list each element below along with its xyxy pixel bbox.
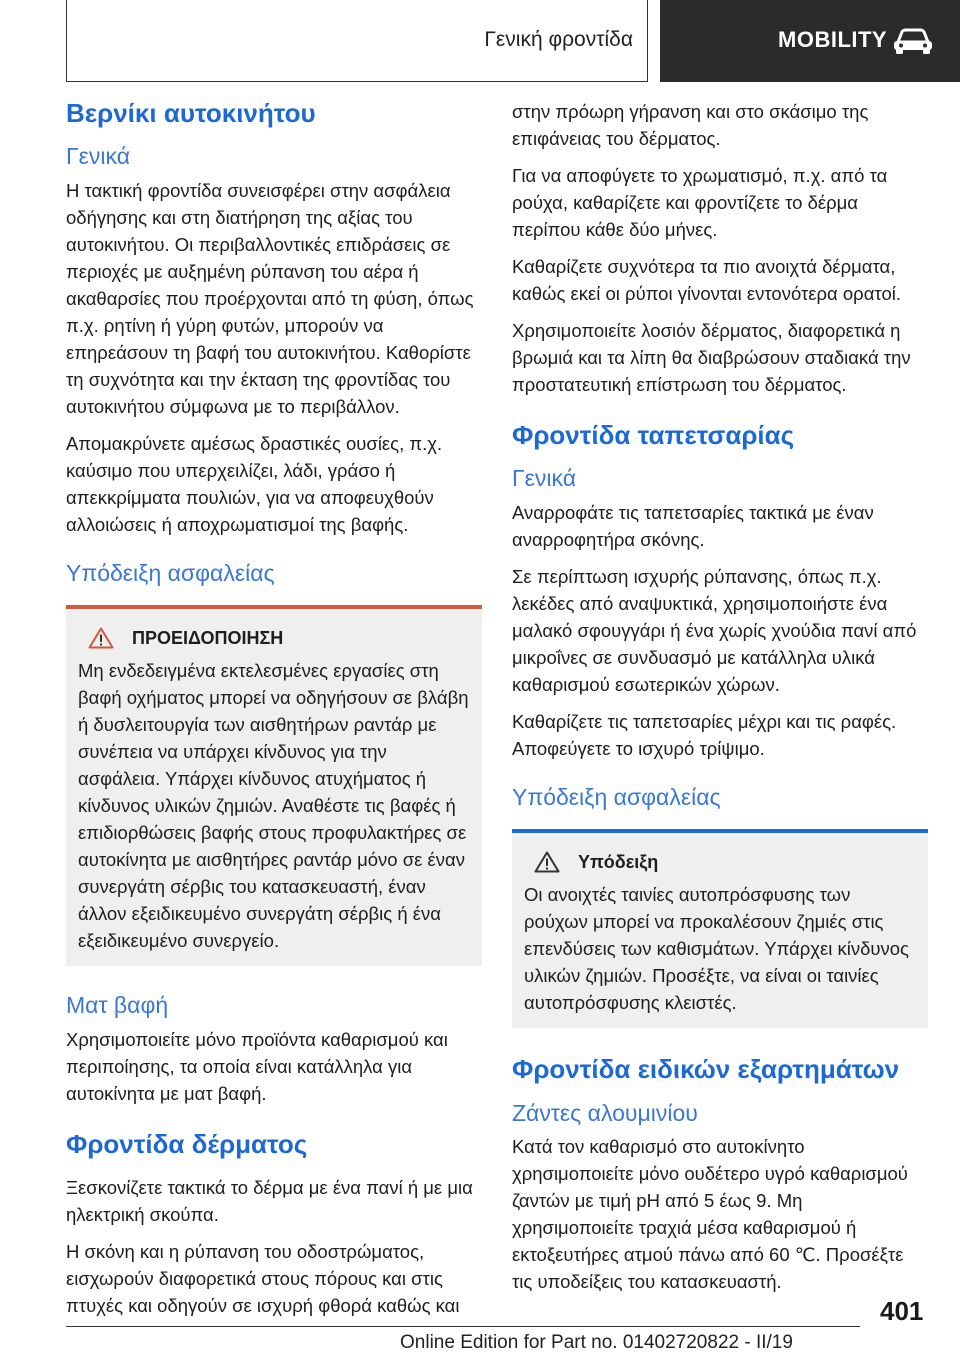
page-number: 401 — [880, 1296, 924, 1326]
right-column — [512, 98, 928, 1305]
subheading-safety: Υπόδειξη ασφαλείας — [512, 783, 721, 810]
footer-divider — [66, 1326, 860, 1327]
heading-paint: Βερνίκι αυτοκινήτου — [66, 98, 316, 128]
warning-triangle-icon — [534, 851, 560, 873]
header-tab — [66, 0, 648, 82]
paragraph: Σε περίπτωση ισχυρής ρύπανσης, όπως π.χ. λεκέδες από αναψυκτικά, χρησιμοποιήστε ένα μαλακό σφουγγάρι ή ένα χωρίς χνούδια πανί από μικροΐνες σε συνδυασμό με κατάλληλα υλικά καθαρισμού εσωτερικών χώρων. — [512, 565, 917, 695]
note-title: Υπόδειξη — [578, 851, 659, 872]
paragraph: Η τακτική φροντίδα συνεισφέρει στην ασφάλεια οδήγησης και στη διατήρηση της αξίας του αυτοκινήτου. Οι περιβαλλοντικές επιδράσεις σε περιοχές με αυξημένη ρύπανση του αέρα ή ακαθαρσίες που προέρχονται από τη φύση, όπως π.χ. ρητίνη ή γύρη φυτών, μπορούν να επηρεάσουν τη βαφή του αυτοκινήτου. Καθορίστε τη συχνότητα και την έκταση της φροντίδας του αυτοκινήτου σύμφωνα με το περιβάλλον. — [66, 179, 474, 417]
heading-upholstery: Φροντίδα ταπετσαρίας — [512, 420, 795, 450]
badge-label: MOBILITY — [778, 27, 888, 52]
paragraph: Καθαρίζετε συχνότερα τα πιο ανοιχτά δέρματα, καθώς εκεί οι ρύποι γίνονται εντονότερα ορατοί. — [512, 256, 901, 304]
paragraph: Χρησιμοποιείτε μόνο προϊόντα καθαρισμού και περιποίησης, τα οποία είναι κατάλληλα για αυτοκίνητα με ματ βαφή. — [66, 1028, 448, 1104]
note-text: Οι ανοιχτές ταινίες αυτοπρόσφυσης των ρούχων μπορεί να προκαλέσουν ζημιές στις επενδύσεις των καθισμάτων. Υπάρχει κίνδυνος υλικών ζημιών. Προσέξτε, να είναι οι ταινίες αυτοπρόσφυσης κλειστές. — [524, 884, 909, 1014]
subheading-rims: Ζάντες αλουμινίου — [512, 1099, 698, 1126]
paragraph: Ξεσκονίζετε τακτικά το δέρμα με ένα πανί ή με μια ηλεκτρική σκούπα. — [66, 1177, 473, 1226]
subheading-general: Γενικά — [66, 143, 131, 170]
paragraph: Καθαρίζετε τις ταπετσαρίες μέχρι και τις ραφές. Αποφεύγετε το ισχυρό τρίψιμο. — [512, 710, 897, 759]
paragraph: Χρησιμοποιείτε λοσιόν δέρματος, διαφορετικά η βρωμιά και τα λίπη θα διαβρώσουν σταδιακά την προστατευτική επίστρωση του δέρματος. — [512, 320, 911, 395]
paragraph: Η σκόνη και η ρύπανση του οδοστρώματος, εισχωρούν διαφορετικά στους πόρους και στις πτυχές και οδηγούν σε ισχυρή φθορά καθώς και — [66, 1241, 460, 1317]
left-column — [66, 98, 482, 1329]
heading-accessories: Φροντίδα ειδικών εξαρτημάτων — [512, 1054, 900, 1085]
note-box — [512, 829, 928, 1028]
subheading-safety: Υπόδειξη ασφαλείας — [66, 559, 275, 586]
paragraph: Αναρροφάτε τις ταπετσαρίες τακτικά με έναν αναρροφητήρα σκόνης. — [512, 501, 874, 550]
warning-triangle-icon — [88, 627, 114, 649]
warning-title: ΠΡΟΕΙΔΟΠΟΙΗΣΗ — [132, 627, 284, 648]
mobility-badge — [660, 0, 960, 82]
warning-box — [66, 605, 482, 966]
subheading-general: Γενικά — [512, 465, 577, 492]
paragraph: Για να αποφύγετε το χρωματισμό, π.χ. από τα ρούχα, καθαρίζετε και φροντίζετε το δέρμα περίπου κάθε δύο μήνες. — [512, 165, 888, 240]
section-title: Γενική φροντίδα — [484, 28, 633, 51]
paragraph: στην πρόωρη γήρανση και στο σκάσιμο της επιφάνειας του δέρματος. — [512, 101, 869, 149]
subheading-matt: Ματ βαφή — [66, 992, 169, 1019]
heading-leather: Φροντίδα δέρματος — [66, 1128, 308, 1159]
edition-footer: Online Edition for Part no. 01402720822 - II/19 — [400, 1332, 793, 1353]
warning-text: Μη ενδεδειγμένα εκτελεσμένες εργασίες στη βαφή οχήματος μπορεί να οδηγήσουν σε βλάβη ή δυσλειτουργία των αισθητήρων ραντάρ με συνέπεια να υπάρχει κίνδυνος για την ασφάλεια. Υπάρχει κίνδυνος ατυχήματος ή κίνδυνος υλικών ζημιών. Αναθέστε τις βαφές ή επιδιορθώσεις βαφής στους προφυλακτήρες σε αυτοκίνητα με αισθητήρες ραντάρ μόνο σε έναν συνεργάτη σέρβις του κατασκευαστή, έναν άλλον εξειδικευμένο συνεργάτη σέρβις ή ένα εξειδικευμένο συνεργείο. — [78, 660, 469, 952]
paragraph: Απομακρύνετε αμέσως δραστικές ουσίες, π.χ. καύσιμο που υπερχειλίζει, λάδι, γράσο ή απεκκρίμματα πουλιών, για να αποφευχθούν αλλοιώσεις ή αποχρωματισμοί της βαφής. — [66, 432, 443, 535]
paragraph: Κατά τον καθαρισμό στο αυτοκίνητο χρησιμοποιείτε μόνο ουδέτερο υγρό καθαρισμού ζαντών με τιμή pH από 5 έως 9. Μη χρησιμοποιείτε τραχιά μέσα καθαρισμού ή εκτοξευτήρες ατμού πάνω από 60 ℃. Προσέξτε τις υποδείξεις του κατασκευαστή. — [512, 1136, 908, 1293]
car-icon — [892, 26, 934, 54]
